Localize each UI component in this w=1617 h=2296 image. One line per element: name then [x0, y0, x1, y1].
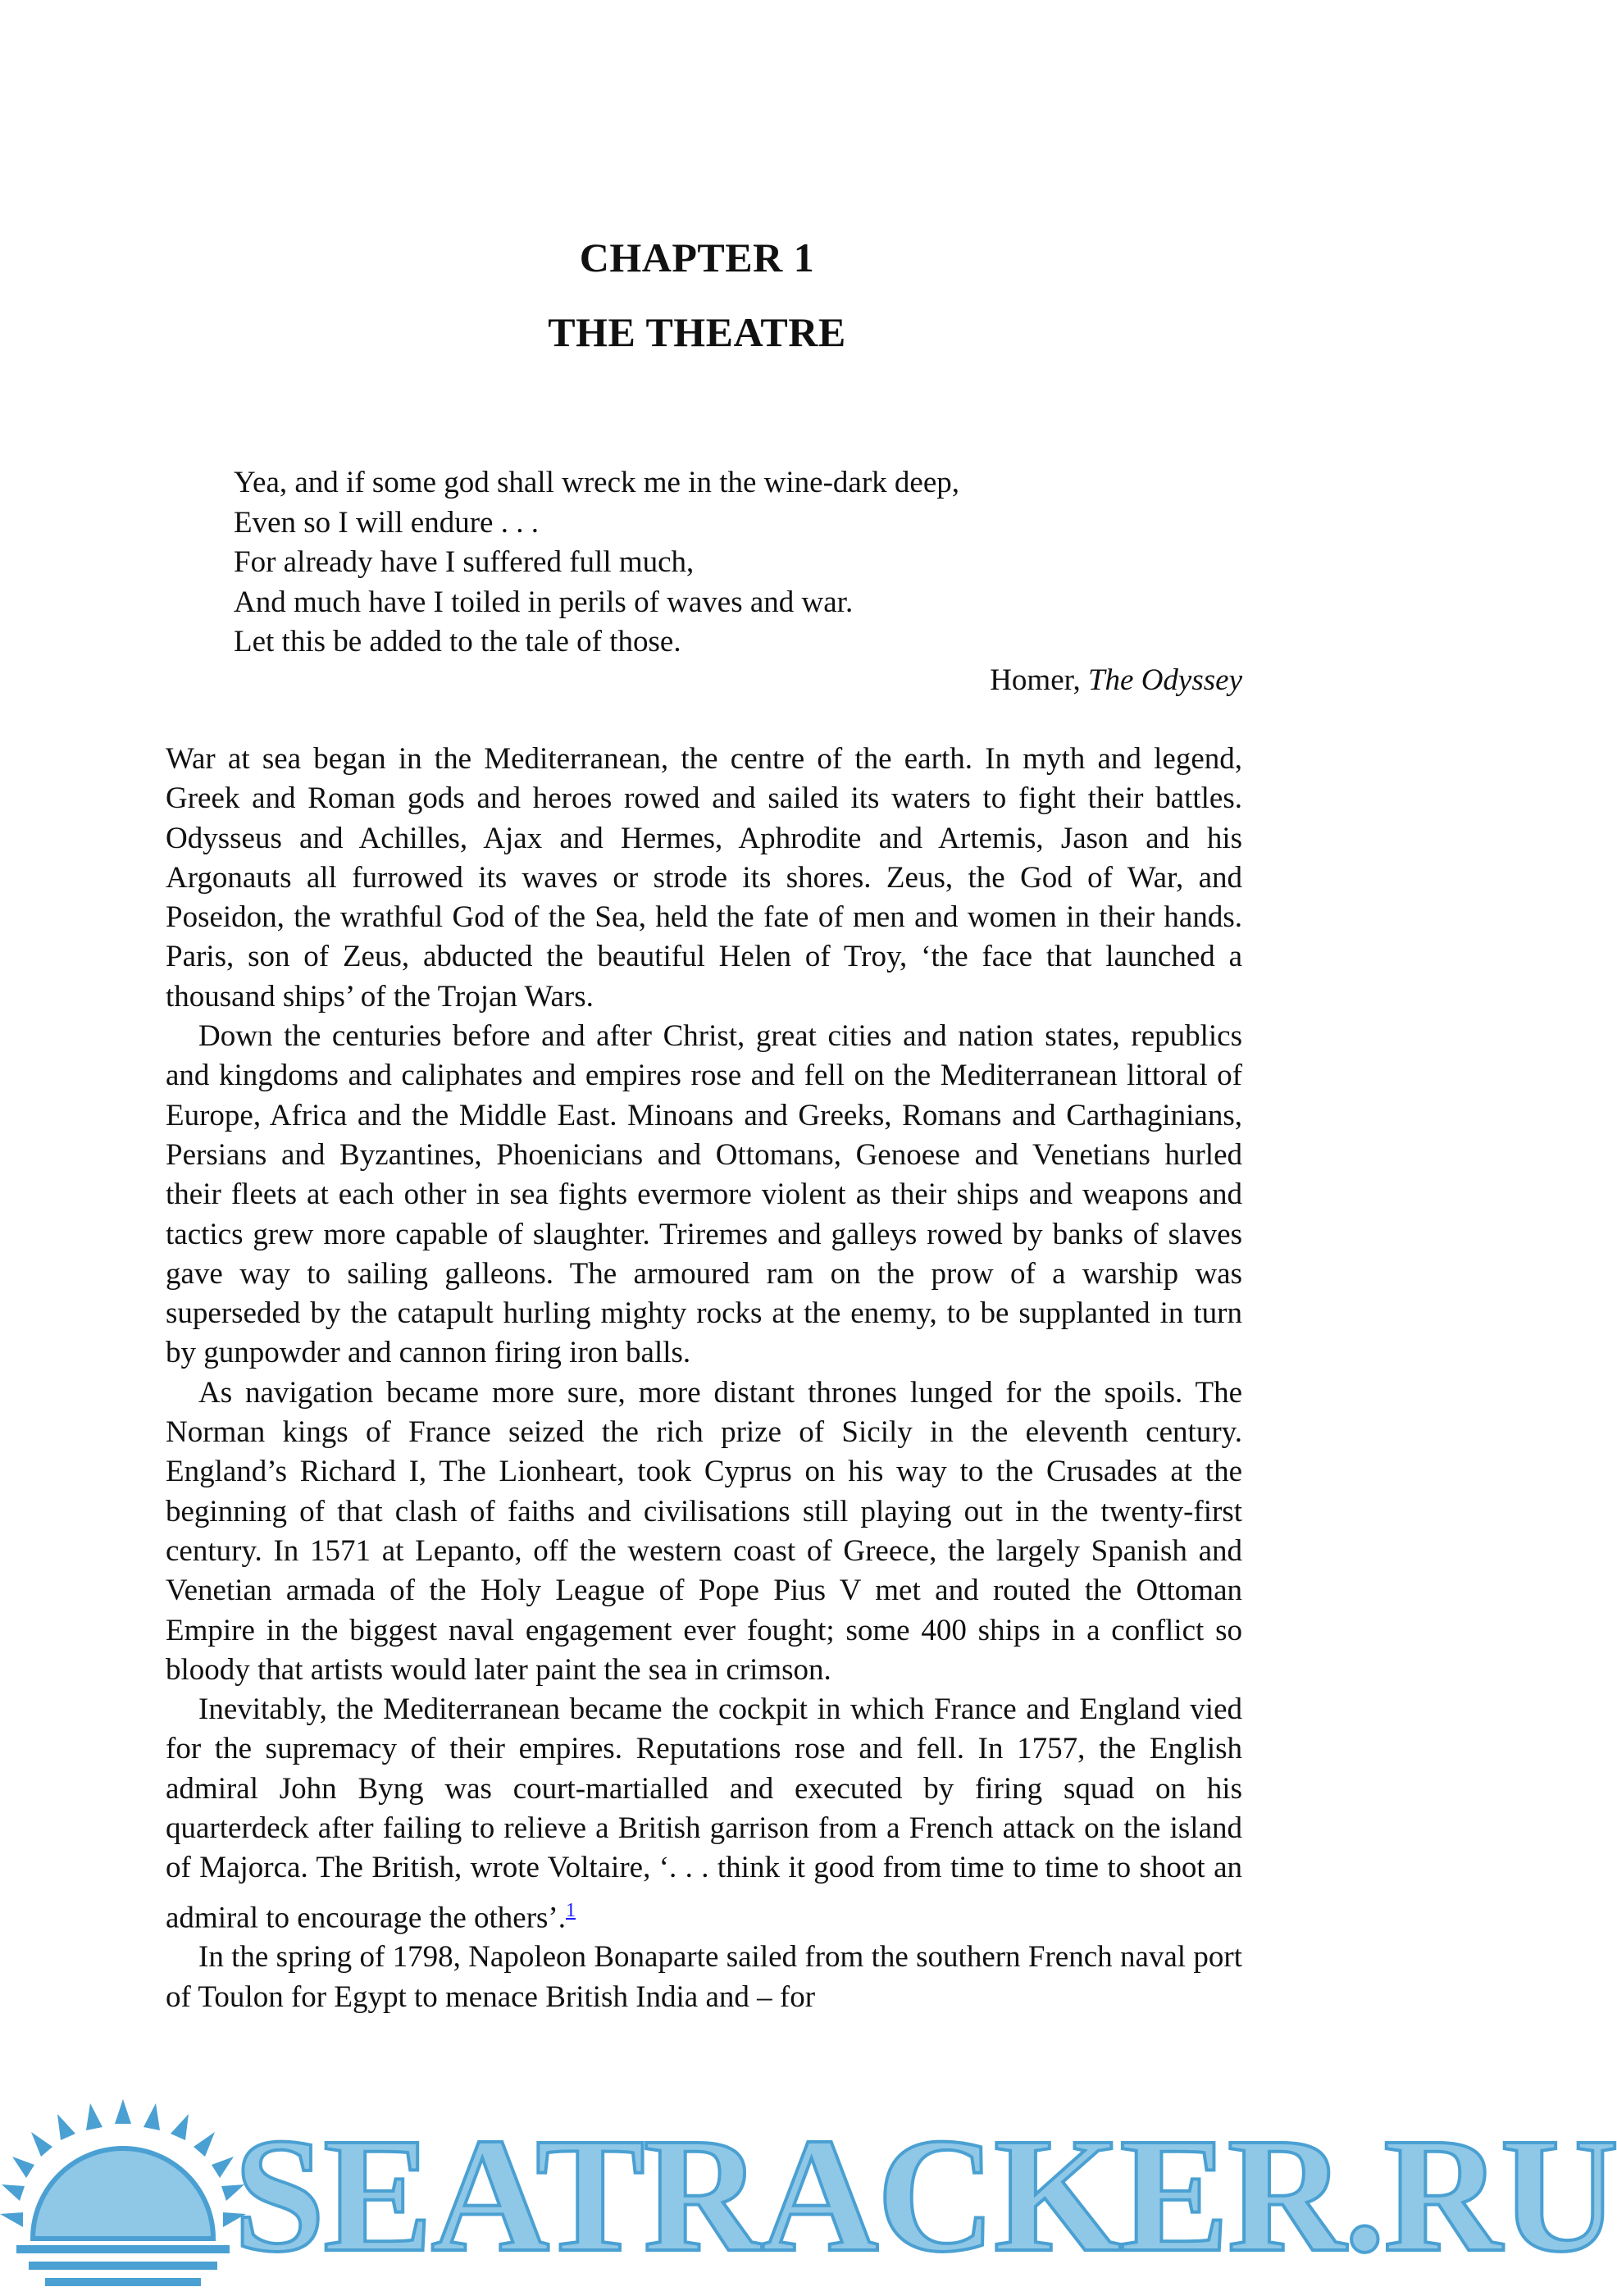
footnote-marker [566, 1894, 576, 1922]
paragraph: As navigation became more sure, more distant thrones lunged for the spoils. The Norman kings of France seized the rich prize of Sicily in the eleventh century. England’s Richard I, The Lionheart, took Cyprus on his way to the Crusades at the beginning of that clash of faiths and civilisations still playing out in the twenty-first century. In 1571 at Lepanto, off the western coast of Greece, the largely Spanish and Venetian armada of the Holy League of Pope Pius V met and routed the Ottoman Empire in the biggest naval engagement ever fought; some 400 ships in a conflict so bloody that artists would later paint the sea in crimson. [166, 1375, 1242, 1687]
watermark-text: SEATRACKER.RU [234, 2105, 1617, 2286]
epigraph-attribution [234, 661, 1242, 700]
chapter-body [166, 740, 1242, 2017]
paragraph-text: Inevitably, the Mediterranean became the cockpit in which France and England vied for the supremacy of their empires. Reputations rose and fell. In 1757, the English admiral John Byng was court-martialled and executed by firing squad on his quarterdeck after failing to relieve a British garrison from a French attack on the island of Majorca. The British, wrote Voltaire, ‘. . . think it good from time to time to shoot an admiral to encourage the others’. [166, 1692, 1242, 1934]
epigraph-line: And much have I toiled in perils of waves and war. [234, 585, 854, 619]
epigraph-line: For already have I suffered full much, [234, 545, 695, 579]
paragraph: Down the centuries before and after Christ, great cities and nation states, republics and kingdoms and caliphates and empires rose and fell on the Mediterranean littoral of Europe, Africa and the Middle East. Minoans and Greeks, Romans and Carthaginians, Persians and Byzantines, Phoenicians and Ottomans, Genoese and Venetians hurled their fleets at each other in sea fights evermore violent as their ships and weapons and tactics grew more capable of slaughter. Triremes and galleys rowed by banks of slaves gave way to sailing galleons. The armoured ram on the prow of a warship was superseded by the catapult hurling mighty rocks at the enemy, to be supplanted in turn by gunpowder and cannon firing iron balls. [166, 1019, 1242, 1370]
footnote-link[interactable]: 1 [566, 1899, 576, 1921]
paragraph: In the spring of 1798, Napoleon Bonaparte sailed from the southern French naval port of Toulon for Egypt to menace British India and – for [166, 1940, 1242, 2014]
paragraph [166, 1690, 1242, 1938]
chapter-number: CHAPTER 1 [579, 235, 815, 280]
epigraph-line: Even so I will endure . . . [234, 505, 539, 540]
attribution-author: Homer, [990, 663, 1088, 697]
epigraph-line: Let this be added to the tale of those. [234, 625, 681, 658]
attribution-work: The Odyssey [1087, 663, 1242, 697]
epigraph-line: Yea, and if some god shall wreck me in the wine-dark deep, [234, 466, 960, 499]
epigraph [234, 463, 1242, 663]
paragraph: War at sea began in the Mediterranean, the centre of the earth. In myth and legend, Greek and Roman gods and heroes rowed and sailed its waters to fight their battles. Odysseus and Achilles, Ajax and Hermes, Aphrodite and Artemis, Jason and his Argonauts all furrowed its waves or strode its shores. Zeus, the God of War, and Poseidon, the wrathful God of the Sea, held the fate of men and women in their hands. Paris, son of Zeus, abducted the beautiful Helen of Troy, ‘the face that launched a thousand ships’ of the Trojan Wars. [166, 742, 1242, 1014]
sun-icon [0, 2099, 246, 2286]
chapter-title: THE THEATRE [548, 309, 846, 355]
